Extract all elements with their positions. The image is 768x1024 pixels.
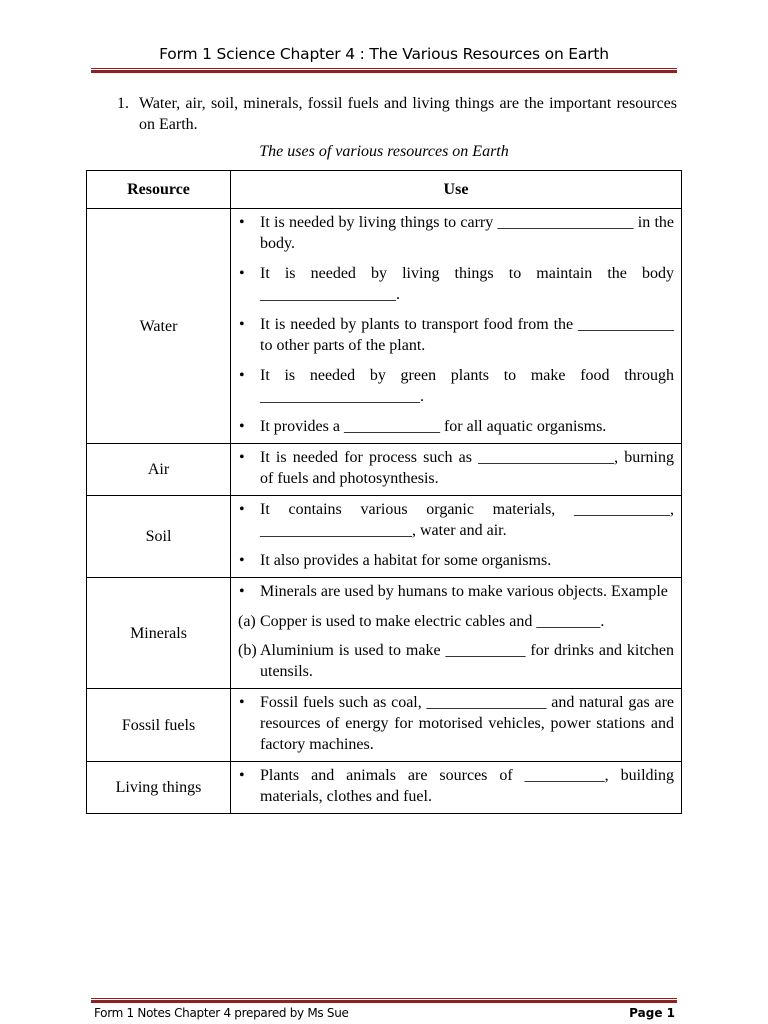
use-bullet: • Minerals are used by humans to make various objects. Example xyxy=(238,581,674,602)
header-rule-thick xyxy=(91,70,677,73)
resource-uses xyxy=(231,689,682,762)
use-bullet: • It is needed for process such as _________________, burning of fuels and photosynthesis. xyxy=(238,447,674,489)
footer-rule-thin xyxy=(91,998,677,999)
intro-text: Water, air, soil, minerals, fossil fuels and living things are the important resources on Earth. xyxy=(139,95,677,133)
column-header-resource: Resource xyxy=(87,171,231,209)
header-rule-thin xyxy=(91,68,677,69)
resource-uses xyxy=(231,496,682,578)
resource-uses xyxy=(231,578,682,689)
use-bullet: • It contains various organic materials, ____________, ___________________, water and air. xyxy=(238,499,674,541)
column-header-use: Use xyxy=(231,171,682,209)
resource-uses xyxy=(231,444,682,496)
intro-number: 1. xyxy=(117,95,129,112)
use-bullet: • Plants and animals are sources of __________, building materials, clothes and fuel. xyxy=(238,765,674,807)
footer-author: Form 1 Notes Chapter 4 prepared by Ms Sue xyxy=(94,1006,349,1020)
table-row xyxy=(87,578,682,689)
use-bullet: • It is needed by living things to carry _________________ in the body. xyxy=(238,212,674,254)
resources-table xyxy=(86,170,682,814)
resource-name: Minerals xyxy=(87,578,231,689)
example-item xyxy=(238,611,674,632)
table-row xyxy=(87,689,682,762)
resource-name: Fossil fuels xyxy=(87,689,231,762)
table-row xyxy=(87,209,682,444)
use-bullet: • It is needed by living things to maintain the body _________________. xyxy=(238,263,674,305)
use-bullet: • Fossil fuels such as coal, _______________ and natural gas are resources of energy for motorised vehicles, power stations and factory machines. xyxy=(238,692,674,755)
example-label: (a) xyxy=(238,613,256,630)
resource-name: Air xyxy=(87,444,231,496)
example-label: (b) xyxy=(238,642,257,659)
example-text: Aluminium is used to make __________ for drinks and kitchen utensils. xyxy=(260,642,674,680)
table-row xyxy=(87,496,682,578)
resource-uses xyxy=(231,209,682,444)
intro-point xyxy=(117,93,677,135)
use-bullet: • It provides a ____________ for all aquatic organisms. xyxy=(238,416,674,437)
table-row xyxy=(87,762,682,814)
footer-rule-thick xyxy=(91,1000,677,1003)
resource-name: Living things xyxy=(87,762,231,814)
example-item xyxy=(238,640,674,682)
table-row xyxy=(87,444,682,496)
page-header-title: Form 1 Science Chapter 4 : The Various Resources on Earth xyxy=(159,45,609,63)
resource-name: Water xyxy=(87,209,231,444)
page-number: Page 1 xyxy=(629,1006,675,1020)
use-bullet: • It is needed by green plants to make food through ____________________. xyxy=(238,365,674,407)
resource-name: Soil xyxy=(87,496,231,578)
table-caption: The uses of various resources on Earth xyxy=(259,143,509,160)
table-header-row xyxy=(87,171,682,209)
resource-uses xyxy=(231,762,682,814)
use-bullet: • It also provides a habitat for some organisms. xyxy=(238,550,674,571)
use-bullet: • It is needed by plants to transport food from the ____________ to other parts of the plant. xyxy=(238,314,674,356)
example-text: Copper is used to make electric cables and ________. xyxy=(260,613,605,630)
